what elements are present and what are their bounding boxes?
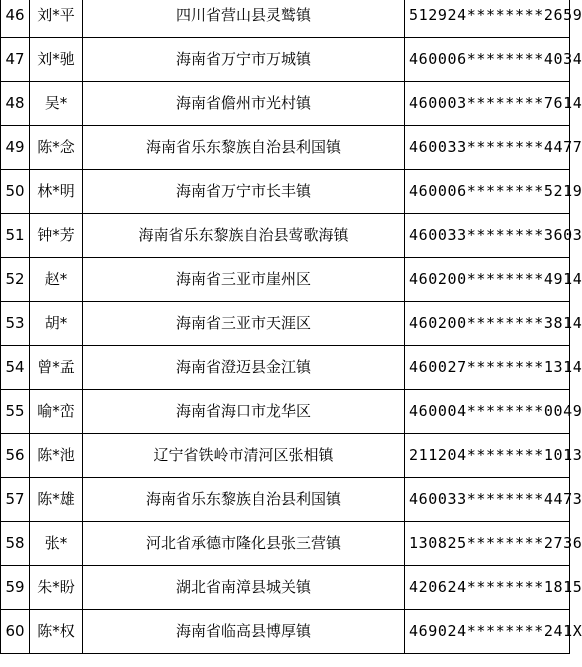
- row-number-cell: 59: [1, 566, 30, 610]
- address-cell: 海南省乐东黎族自治县利国镇: [83, 478, 405, 522]
- id-number-cell: 460033********3603: [405, 214, 570, 258]
- row-number-cell: 51: [1, 214, 30, 258]
- id-number-cell: 512924********2659: [405, 0, 570, 38]
- id-number-cell: 211204********1013: [405, 434, 570, 478]
- name-cell: 钟*芳: [30, 214, 83, 258]
- address-cell: 四川省营山县灵鹫镇: [83, 0, 405, 38]
- id-number-cell: 460006********5219: [405, 170, 570, 214]
- address-cell: 海南省万宁市长丰镇: [83, 170, 405, 214]
- name-cell: 曾*孟: [30, 346, 83, 390]
- name-cell: 胡*: [30, 302, 83, 346]
- row-number-cell: 48: [1, 82, 30, 126]
- name-cell: 林*明: [30, 170, 83, 214]
- table-row: [1, 82, 570, 126]
- address-cell: 海南省三亚市天涯区: [83, 302, 405, 346]
- row-number-cell: 52: [1, 258, 30, 302]
- table-row: [1, 478, 570, 522]
- table-row: [1, 610, 570, 654]
- id-number-cell: 130825********2736: [405, 522, 570, 566]
- name-cell: 陈*池: [30, 434, 83, 478]
- table-row: [1, 434, 570, 478]
- address-cell: 海南省万宁市万城镇: [83, 38, 405, 82]
- id-number-cell: 420624********1815: [405, 566, 570, 610]
- id-number-cell: 460033********4477: [405, 126, 570, 170]
- address-cell: 海南省海口市龙华区: [83, 390, 405, 434]
- table-row: [1, 522, 570, 566]
- row-number-cell: 46: [1, 0, 30, 38]
- id-number-cell: 460033********4473: [405, 478, 570, 522]
- name-cell: 赵*: [30, 258, 83, 302]
- row-number-cell: 55: [1, 390, 30, 434]
- name-cell: 刘*驰: [30, 38, 83, 82]
- table-row: [1, 258, 570, 302]
- table-row: [1, 0, 570, 38]
- table-row: [1, 390, 570, 434]
- name-cell: 张*: [30, 522, 83, 566]
- table-row: [1, 170, 570, 214]
- id-number-cell: 460006********4034: [405, 38, 570, 82]
- name-cell: 陈*权: [30, 610, 83, 654]
- table-row: [1, 302, 570, 346]
- name-cell: 陈*念: [30, 126, 83, 170]
- row-number-cell: 60: [1, 610, 30, 654]
- row-number-cell: 47: [1, 38, 30, 82]
- table-row: [1, 38, 570, 82]
- row-number-cell: 57: [1, 478, 30, 522]
- address-cell: 湖北省南漳县城关镇: [83, 566, 405, 610]
- address-cell: 海南省乐东黎族自治县莺歌海镇: [83, 214, 405, 258]
- id-number-cell: 460200********4914: [405, 258, 570, 302]
- name-cell: 朱*盼: [30, 566, 83, 610]
- address-cell: 海南省临高县博厚镇: [83, 610, 405, 654]
- table-row: [1, 126, 570, 170]
- row-number-cell: 58: [1, 522, 30, 566]
- name-cell: 喻*峦: [30, 390, 83, 434]
- address-cell: 辽宁省铁岭市清河区张相镇: [83, 434, 405, 478]
- table-row: [1, 346, 570, 390]
- id-number-cell: 460003********7614: [405, 82, 570, 126]
- name-cell: 刘*平: [30, 0, 83, 38]
- address-cell: 河北省承德市隆化县张三营镇: [83, 522, 405, 566]
- row-number-cell: 53: [1, 302, 30, 346]
- address-cell: 海南省澄迈县金江镇: [83, 346, 405, 390]
- id-number-cell: 460200********3814: [405, 302, 570, 346]
- name-cell: 吴*: [30, 82, 83, 126]
- roster-table-body: [1, 0, 582, 654]
- table-row: [1, 566, 570, 610]
- id-number-cell: 460004********0049: [405, 390, 570, 434]
- address-cell: 海南省儋州市光村镇: [83, 82, 405, 126]
- id-number-cell: 460027********1314: [405, 346, 570, 390]
- row-number-cell: 56: [1, 434, 30, 478]
- name-cell: 陈*雄: [30, 478, 83, 522]
- table-row: [1, 214, 570, 258]
- id-number-cell: 469024********241X: [405, 610, 570, 654]
- row-number-cell: 54: [1, 346, 30, 390]
- row-number-cell: 50: [1, 170, 30, 214]
- address-cell: 海南省三亚市崖州区: [83, 258, 405, 302]
- row-number-cell: 49: [1, 126, 30, 170]
- address-cell: 海南省乐东黎族自治县利国镇: [83, 126, 405, 170]
